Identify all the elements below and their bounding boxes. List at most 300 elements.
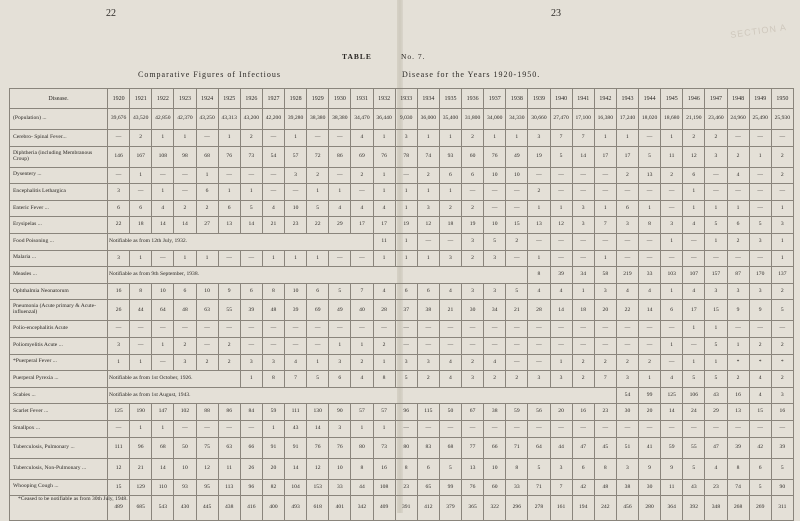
table-cell: 1 — [373, 250, 395, 267]
table-cell: — — [616, 184, 638, 201]
table-cell: 67 — [462, 404, 484, 421]
table-cell: 38 — [616, 479, 638, 496]
table-cell: 34 — [572, 267, 594, 284]
table-cell: 49 — [329, 300, 351, 321]
table-cell: 400 — [262, 496, 284, 521]
table-cell: 2 — [130, 130, 152, 147]
table-cell: 77 — [462, 437, 484, 458]
table-cell: — — [351, 184, 373, 201]
table-cell: 66 — [240, 437, 262, 458]
table-cell: 74 — [417, 146, 439, 167]
table-cell: — — [351, 250, 373, 267]
table-cell: 1 — [439, 184, 461, 201]
table-cell: — — [174, 184, 196, 201]
table-cell: — — [351, 321, 373, 338]
table-cell: 6 — [395, 283, 417, 300]
table-cell: 24 — [683, 404, 705, 421]
table-cell: 14 — [240, 217, 262, 234]
table-cell: 4 — [683, 283, 705, 300]
table-cell: 91 — [262, 437, 284, 458]
table-cell: 146 — [108, 146, 130, 167]
table-cell: 48 — [262, 300, 284, 321]
table-cell: 48 — [174, 300, 196, 321]
table-cell: 1 — [749, 146, 771, 167]
table-cell: 3 — [462, 283, 484, 300]
table-cell: 1 — [240, 371, 262, 388]
table-cell: 401 — [329, 496, 351, 521]
table-cell: 1 — [683, 200, 705, 217]
table-cell: 76 — [484, 146, 506, 167]
table-cell: 2 — [771, 337, 793, 354]
table-cell: 2 — [351, 167, 373, 184]
table-cell: 1 — [130, 167, 152, 184]
table-cell: 38 — [484, 404, 506, 421]
table-row — [10, 300, 794, 321]
table-cell: 129 — [130, 479, 152, 496]
table-cell: 1 — [705, 200, 727, 217]
table-cell: 3 — [285, 167, 307, 184]
table-cell: — — [130, 184, 152, 201]
table-cell: 2 — [572, 371, 594, 388]
table-cell: — — [262, 321, 284, 338]
table-cell: — — [462, 337, 484, 354]
table-cell: 4 — [373, 283, 395, 300]
table-cell: 10 — [152, 283, 174, 300]
table-cell: 43 — [683, 479, 705, 496]
table-cell: 391 — [395, 496, 417, 521]
table-cell: 8 — [262, 371, 284, 388]
table-cell: — — [683, 337, 705, 354]
table-cell: 14 — [550, 300, 572, 321]
table-cell: — — [484, 420, 506, 437]
table-cell: 17 — [616, 146, 638, 167]
table-cell: 5 — [528, 458, 550, 479]
table-cell: 6 — [572, 458, 594, 479]
table-cell: 2 — [462, 354, 484, 371]
table-cell: — — [196, 321, 218, 338]
table-cell: 8 — [351, 458, 373, 479]
table-cell: 2 — [462, 200, 484, 217]
table-cell: — — [240, 321, 262, 338]
table-cell: 38,380 — [329, 109, 351, 130]
table-cell: 5 — [749, 217, 771, 234]
column-header-year: 1941 — [572, 89, 594, 109]
table-cell: 13 — [727, 404, 749, 421]
table-cell: — — [528, 167, 550, 184]
table-cell: — — [307, 130, 329, 147]
table-cell: — — [417, 233, 439, 250]
table-cell: 543 — [152, 496, 174, 521]
table-cell: 15 — [705, 300, 727, 321]
table-cell: 161 — [550, 496, 572, 521]
table-cell: 59 — [262, 404, 284, 421]
table-cell: — — [572, 337, 594, 354]
column-header-year: 1930 — [329, 89, 351, 109]
table-cell: — — [439, 321, 461, 338]
table-subtitle-left: Comparative Figures of Infectious — [138, 70, 281, 79]
table-cell: 76 — [462, 479, 484, 496]
table-cell: — — [616, 420, 638, 437]
table-cell: 82 — [262, 479, 284, 496]
column-header-year: 1931 — [351, 89, 373, 109]
table-row — [10, 109, 794, 130]
table-cell: 17 — [351, 217, 373, 234]
table-cell: 9 — [749, 300, 771, 321]
table-cell: — — [771, 130, 793, 147]
table-cell: 20 — [550, 404, 572, 421]
table-cell: — — [484, 184, 506, 201]
table-cell: 16 — [373, 458, 395, 479]
table-cell: — — [174, 321, 196, 338]
table-cell: — — [528, 233, 550, 250]
table-cell: 12 — [108, 458, 130, 479]
table-cell: 4 — [528, 283, 550, 300]
table-row — [10, 184, 794, 201]
column-header-year: 1937 — [484, 89, 506, 109]
table-cell: 2 — [196, 200, 218, 217]
table-cell: 13 — [639, 167, 661, 184]
table-cell: 73 — [373, 437, 395, 458]
column-header-year: 1942 — [594, 89, 616, 109]
table-cell: 73 — [240, 146, 262, 167]
table-cell: 296 — [506, 496, 528, 521]
table-cell: 17 — [373, 217, 395, 234]
table-cell: — — [594, 167, 616, 184]
table-cell: 489 — [108, 496, 130, 521]
table-cell: — — [749, 200, 771, 217]
table-cell: — — [417, 420, 439, 437]
table-cell: 3 — [395, 130, 417, 147]
table-cell: 12 — [550, 217, 572, 234]
table-cell: 3 — [108, 337, 130, 354]
table-cell: 45 — [594, 437, 616, 458]
disease-label: Puerperal Pyrexia ... — [10, 371, 108, 388]
page-number-left: 22 — [106, 8, 116, 19]
table-cell: — — [395, 321, 417, 338]
table-cell: 8 — [395, 458, 417, 479]
disease-label: Scarlet Fever ... — [10, 404, 108, 421]
table-cell: — — [307, 321, 329, 338]
disease-label: Smallpox ... — [10, 420, 108, 437]
table-cell: 1 — [550, 200, 572, 217]
table-cell: 9 — [639, 458, 661, 479]
table-row — [10, 479, 794, 496]
column-header-year: 1928 — [285, 89, 307, 109]
table-cell: — — [661, 200, 683, 217]
table-cell: 2 — [661, 167, 683, 184]
table-cell: 71 — [528, 479, 550, 496]
table-cell: 190 — [130, 404, 152, 421]
table-cell: 69 — [351, 146, 373, 167]
table-cell: 15 — [108, 479, 130, 496]
table-row — [10, 337, 794, 354]
table-cell: 5 — [329, 283, 351, 300]
table-cell: 15 — [749, 404, 771, 421]
table-cell: 102 — [174, 404, 196, 421]
table-cell: 1 — [506, 130, 528, 147]
table-cell: 18,680 — [661, 109, 683, 130]
table-cell: 80 — [395, 437, 417, 458]
table-cell: 41 — [639, 437, 661, 458]
table-cell: — — [506, 321, 528, 338]
column-header-year: 1926 — [240, 89, 262, 109]
table-cell: 1 — [307, 354, 329, 371]
table-cell: 1 — [174, 250, 196, 267]
table-cell: 4 — [351, 371, 373, 388]
table-cell: 6 — [130, 200, 152, 217]
table-cell: 8 — [639, 217, 661, 234]
table-cell: 1 — [130, 354, 152, 371]
table-cell: 278 — [528, 496, 550, 521]
table-cell: 65 — [417, 479, 439, 496]
table-cell: 1 — [152, 337, 174, 354]
disease-label: Whooping Cough ... — [10, 479, 108, 496]
table-cell: 1 — [484, 130, 506, 147]
table-cell: 43,313 — [218, 109, 240, 130]
table-cell: 2 — [528, 184, 550, 201]
table-cell: 47 — [572, 437, 594, 458]
table-cell: 54 — [616, 387, 638, 404]
table-cell: 76 — [329, 437, 351, 458]
column-header-year: 1924 — [196, 89, 218, 109]
table-cell: 157 — [705, 267, 727, 284]
table-cell: 1 — [108, 354, 130, 371]
table-cell: 42,200 — [262, 109, 284, 130]
table-cell: 2 — [727, 371, 749, 388]
table-cell: 22 — [108, 217, 130, 234]
table-cell: — — [329, 321, 351, 338]
notifiable-note: Notifiable as from 1st October, 1926. — [108, 371, 241, 388]
table-cell: 57 — [351, 404, 373, 421]
table-cell: 68 — [152, 437, 174, 458]
table-cell: 1 — [285, 130, 307, 147]
table-cell: 392 — [683, 496, 705, 521]
table-cell: 23 — [285, 217, 307, 234]
table-cell: 3 — [484, 283, 506, 300]
notifiable-note: Notifiable as from 1st August, 1943. — [108, 387, 617, 404]
disease-label: Enteric Fever ... — [10, 200, 108, 217]
table-cell: — — [727, 420, 749, 437]
table-cell: 3 — [174, 354, 196, 371]
table-row — [10, 146, 794, 167]
column-header-year: 1927 — [262, 89, 284, 109]
table-cell: 90 — [771, 479, 793, 496]
table-cell: 6 — [749, 458, 771, 479]
table-cell: 9 — [727, 300, 749, 321]
table-cell: 9,030 — [395, 109, 417, 130]
table-cell: 3 — [572, 200, 594, 217]
table-cell: — — [771, 184, 793, 201]
table-cell: — — [240, 250, 262, 267]
table-cell: 2 — [196, 354, 218, 371]
table-cell: 31,800 — [462, 109, 484, 130]
table-cell: 71 — [506, 437, 528, 458]
table-cell: 30,660 — [528, 109, 550, 130]
table-cell: 14 — [639, 300, 661, 321]
table-cell: 39 — [771, 437, 793, 458]
table-cell: 342 — [351, 496, 373, 521]
table-cell: 9 — [661, 458, 683, 479]
table-cell: — — [439, 337, 461, 354]
table-cell: — — [594, 420, 616, 437]
table-cell: 7 — [550, 130, 572, 147]
table-cell: 167 — [130, 146, 152, 167]
table-cell: 4 — [439, 283, 461, 300]
table-cell: 1 — [528, 250, 550, 267]
column-header-year: 1936 — [462, 89, 484, 109]
table-cell: — — [506, 200, 528, 217]
table-cell: — — [550, 233, 572, 250]
table-cell: 11 — [218, 458, 240, 479]
table-cell: 6 — [307, 283, 329, 300]
table-cell: 4 — [749, 371, 771, 388]
table-cell: 4 — [705, 458, 727, 479]
table-cell: 43 — [705, 387, 727, 404]
table-row — [10, 250, 794, 267]
table-cell: 78 — [395, 146, 417, 167]
table-cell: 25,930 — [771, 109, 793, 130]
table-row — [10, 167, 794, 184]
table-cell: 49 — [506, 146, 528, 167]
column-header-year: 1938 — [506, 89, 528, 109]
table-cell: 1 — [683, 321, 705, 338]
table-cell: — — [506, 250, 528, 267]
table-cell: 72 — [307, 146, 329, 167]
table-cell: 60 — [484, 479, 506, 496]
column-header-year: 1934 — [417, 89, 439, 109]
table-cell: 5 — [240, 200, 262, 217]
table-row — [10, 437, 794, 458]
table-cell: 93 — [439, 146, 461, 167]
disease-label: Food Poisoning ... — [10, 233, 108, 250]
table-cell: — — [152, 167, 174, 184]
disease-label: Tuberculosis, Non-Pulmonary ... — [10, 458, 108, 479]
table-cell: 42,850 — [152, 109, 174, 130]
table-cell: 103 — [661, 267, 683, 284]
disease-label: Scabies ... — [10, 387, 108, 404]
table-cell: 5 — [307, 371, 329, 388]
table-cell: 3 — [771, 387, 793, 404]
table-cell: 4 — [373, 200, 395, 217]
table-cell: 4 — [484, 354, 506, 371]
table-cell: * — [727, 354, 749, 371]
table-cell: — — [108, 167, 130, 184]
table-cell: 2 — [506, 233, 528, 250]
table-cell: 64 — [528, 437, 550, 458]
table-cell: 1 — [639, 371, 661, 388]
table-cell: 23 — [705, 479, 727, 496]
table-cell: 2 — [484, 371, 506, 388]
table-cell: 2 — [218, 337, 240, 354]
table-cell: 194 — [572, 496, 594, 521]
table-cell: 170 — [749, 267, 771, 284]
disease-label: Malaria ... — [10, 250, 108, 267]
table-cell: 14 — [174, 217, 196, 234]
table-cell: 4 — [262, 200, 284, 217]
table-cell: 4 — [329, 200, 351, 217]
table-cell: — — [572, 420, 594, 437]
table-cell: — — [616, 250, 638, 267]
table-cell: 28 — [373, 300, 395, 321]
table-cell: 1 — [373, 167, 395, 184]
table-cell: 17 — [683, 300, 705, 321]
table-cell: 2 — [240, 130, 262, 147]
table-cell: 34,470 — [351, 109, 373, 130]
table-cell: 63 — [196, 300, 218, 321]
column-header-year: 1943 — [616, 89, 638, 109]
table-cell: 10 — [285, 283, 307, 300]
table-cell: 1 — [727, 200, 749, 217]
column-header-year: 1923 — [174, 89, 196, 109]
table-cell: 7 — [594, 217, 616, 234]
table-cell: 416 — [240, 496, 262, 521]
table-cell: 3 — [616, 458, 638, 479]
table-cell: 42 — [572, 479, 594, 496]
table-cell: 21 — [130, 458, 152, 479]
table-cell: — — [108, 130, 130, 147]
column-header-year: 1946 — [683, 89, 705, 109]
table-cell: 2 — [439, 200, 461, 217]
table-cell: 22 — [307, 217, 329, 234]
table-cell: 1 — [130, 250, 152, 267]
table-cell: 84 — [240, 404, 262, 421]
table-cell: 2 — [639, 354, 661, 371]
table-cell: 7 — [351, 283, 373, 300]
table-cell: 14 — [152, 217, 174, 234]
table-cell: 2 — [462, 130, 484, 147]
table-cell: 33 — [506, 479, 528, 496]
table-cell: 2 — [174, 200, 196, 217]
table-cell: — — [240, 167, 262, 184]
table-cell: 8 — [130, 283, 152, 300]
table-cell: 33 — [639, 267, 661, 284]
table-cell: — — [683, 233, 705, 250]
table-cell: — — [572, 167, 594, 184]
table-cell: — — [727, 184, 749, 201]
table-cell: 20 — [262, 458, 284, 479]
column-header-year: 1935 — [439, 89, 461, 109]
table-cell: 5 — [683, 371, 705, 388]
table-cell: 2 — [572, 354, 594, 371]
column-header-year: 1933 — [395, 89, 417, 109]
table-cell: 80 — [351, 437, 373, 458]
table-cell: — — [616, 321, 638, 338]
disease-label: *Puerperal Fever ... — [10, 354, 108, 371]
table-cell: 3 — [329, 354, 351, 371]
table-cell: 5 — [705, 337, 727, 354]
table-cell: 438 — [218, 496, 240, 521]
table-cell: 1 — [661, 130, 683, 147]
table-row — [10, 130, 794, 147]
table-cell: 1 — [727, 337, 749, 354]
table-cell: 18 — [130, 217, 152, 234]
column-header-year: 1921 — [130, 89, 152, 109]
table-cell: 43 — [285, 420, 307, 437]
table-cell: 2 — [727, 233, 749, 250]
column-header-year: 1947 — [705, 89, 727, 109]
table-cell: 3 — [439, 250, 461, 267]
table-cell: 4 — [749, 387, 771, 404]
table-cell: 2 — [705, 130, 727, 147]
table-cell: 1 — [152, 420, 174, 437]
table-cell: 111 — [285, 404, 307, 421]
table-cell: 5 — [307, 200, 329, 217]
table-cell: 4 — [661, 371, 683, 388]
table-cell: 111 — [108, 437, 130, 458]
table-cell: — — [196, 337, 218, 354]
table-cell: 4 — [285, 354, 307, 371]
table-cell: 147 — [152, 404, 174, 421]
